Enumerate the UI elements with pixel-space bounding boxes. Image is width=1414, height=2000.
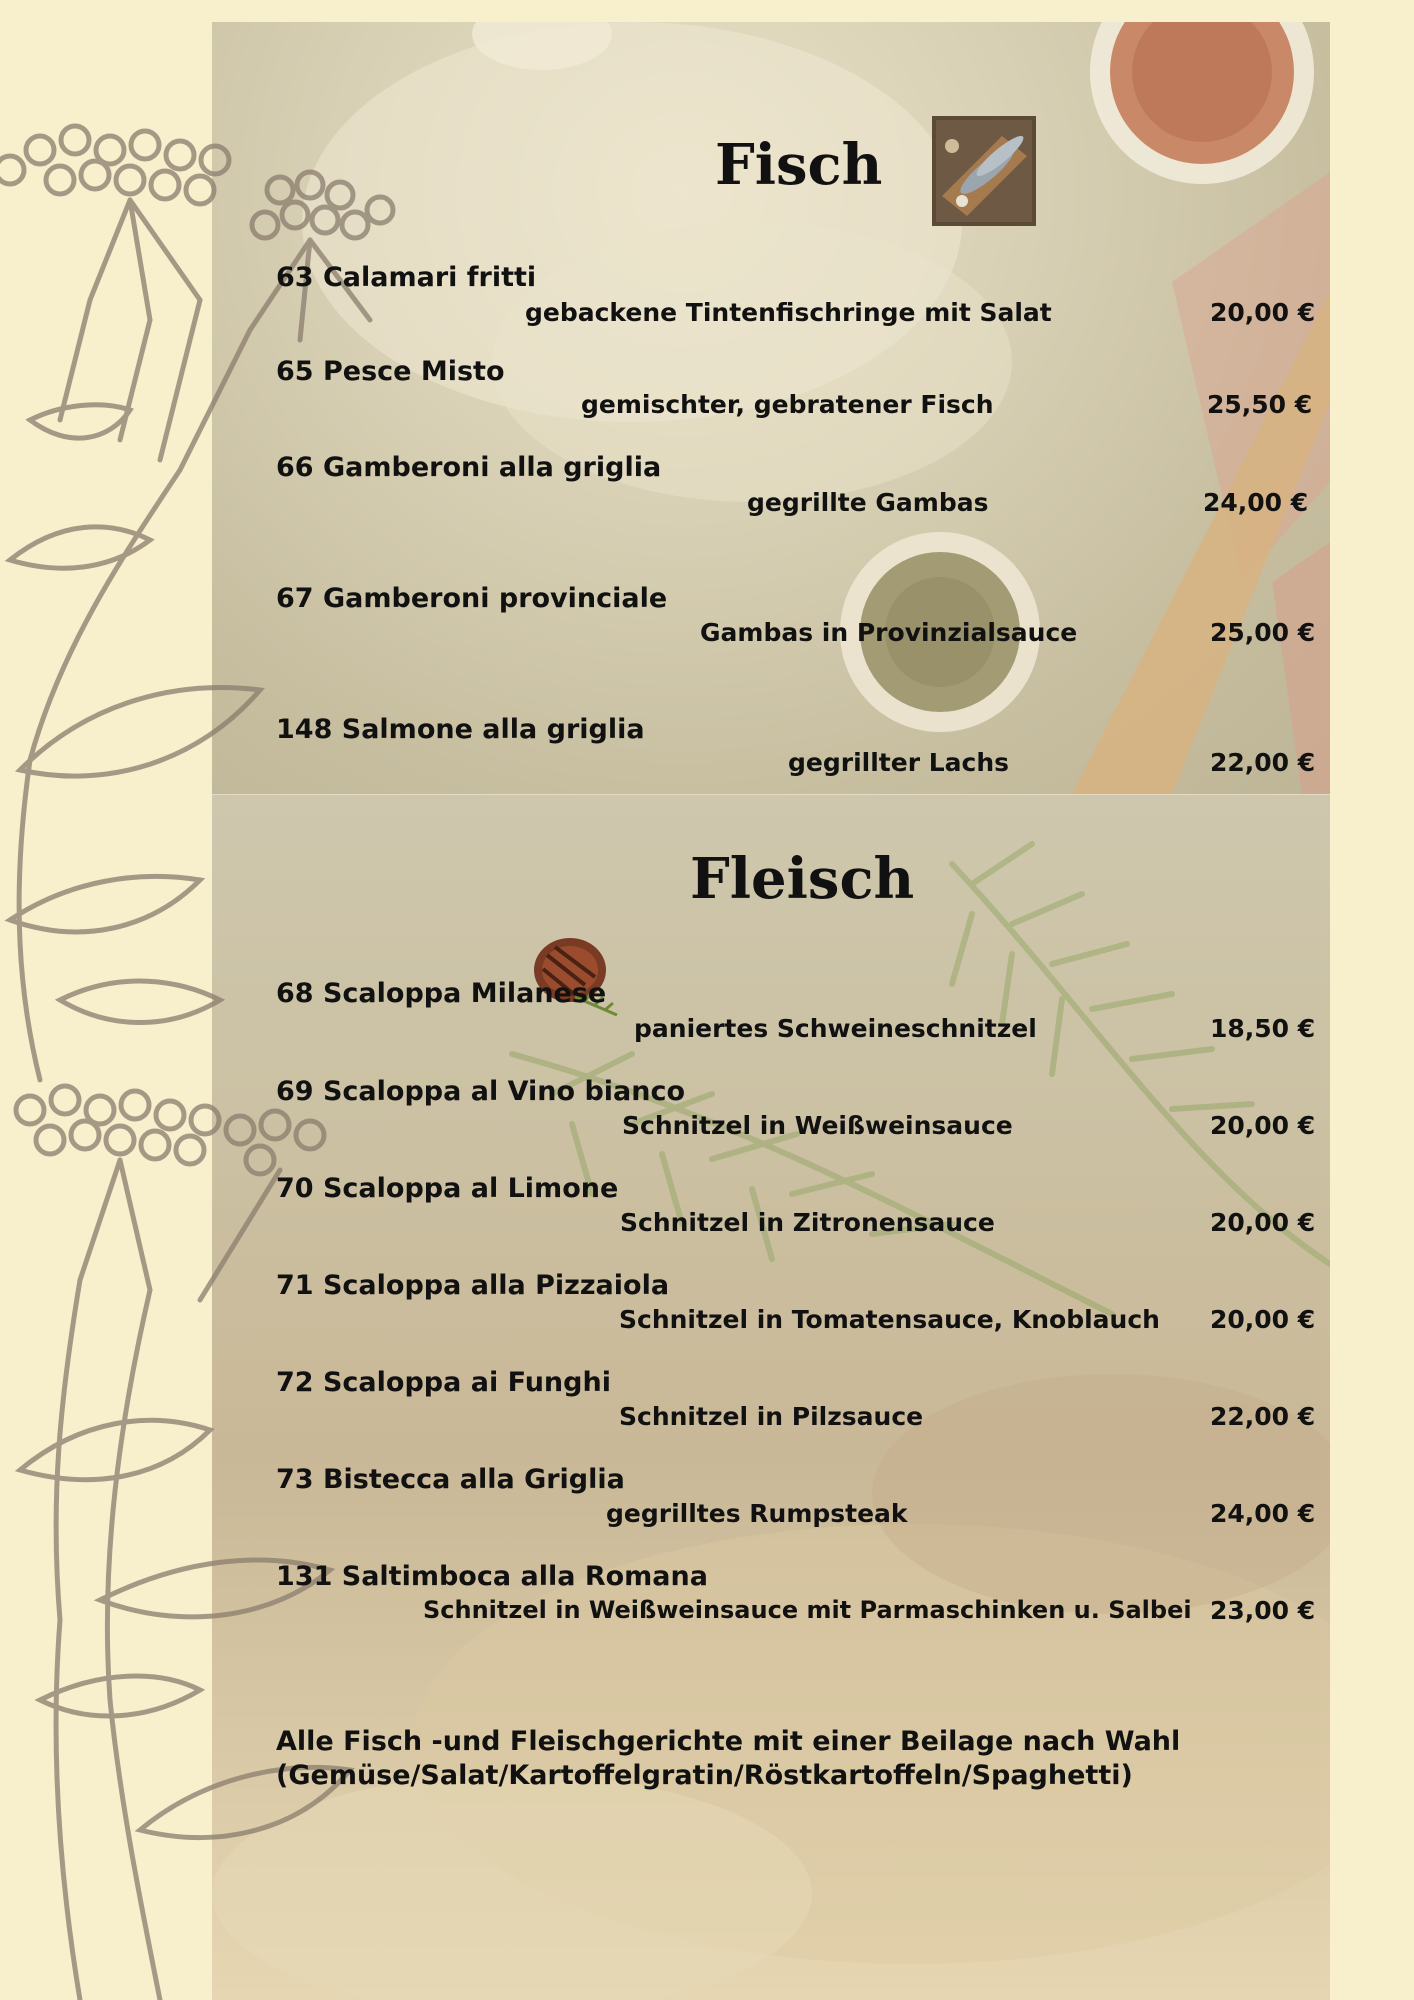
menu-item-name: 131 Saltimboca alla Romana — [276, 1561, 708, 1592]
menu-item-description: Schnitzel in Pilzsauce — [619, 1402, 924, 1431]
menu-item-description: gegrillter Lachs — [788, 748, 1010, 777]
menu-item-description: paniertes Schweineschnitzel — [634, 1014, 1037, 1043]
menu-item-description: Gambas in Provinzialsauce — [700, 618, 1078, 647]
menu-item-price: 25,00 € — [1210, 618, 1316, 647]
menu-item-price: 20,00 € — [1210, 1208, 1316, 1237]
menu-item-name: 71 Scaloppa alla Pizzaiola — [276, 1270, 670, 1301]
menu-item-name: 66 Gamberoni alla griglia — [276, 452, 662, 483]
menu-item-name: 70 Scaloppa al Limone — [276, 1173, 619, 1204]
menu-item-price: 20,00 € — [1210, 1305, 1316, 1334]
menu-item-description: gegrillte Gambas — [747, 488, 989, 517]
menu-item-price: 25,50 € — [1207, 390, 1313, 419]
menu-item-price: 18,50 € — [1210, 1014, 1316, 1043]
menu-item-name: 72 Scaloppa ai Funghi — [276, 1367, 611, 1398]
fleisch-heading: Fleisch — [690, 846, 915, 912]
menu-item-description: Schnitzel in Tomatensauce, Knoblauch — [619, 1305, 1160, 1334]
fisch-heading: Fisch — [715, 132, 883, 198]
menu-item-name: 65 Pesce Misto — [276, 356, 505, 387]
side-dish-options: (Gemüse/Salat/Kartoffelgratin/Röstkartoffeln/Spaghetti) — [276, 1760, 1133, 1791]
menu-item-description: Schnitzel in Weißweinsauce — [622, 1111, 1013, 1140]
menu-item-name: 69 Scaloppa al Vino bianco — [276, 1076, 686, 1107]
menu-item-price: 24,00 € — [1203, 488, 1309, 517]
menu-item-price: 20,00 € — [1210, 1111, 1316, 1140]
menu-item-name: 67 Gamberoni provinciale — [276, 583, 668, 614]
menu-item-name: 73 Bistecca alla Griglia — [276, 1464, 625, 1495]
menu-item-name: 148 Salmone alla griglia — [276, 714, 645, 745]
menu-item-description: Schnitzel in Zitronensauce — [620, 1208, 995, 1237]
menu-item-description: Schnitzel in Weißweinsauce mit Parmaschinken u. Salbei — [423, 1596, 1192, 1624]
fish-board-photo-icon — [932, 116, 1036, 226]
menu-item-price: 23,00 € — [1210, 1596, 1316, 1625]
menu-item-price: 20,00 € — [1210, 298, 1316, 327]
side-dish-note: Alle Fisch -und Fleischgerichte mit einer Beilage nach Wahl — [276, 1726, 1181, 1757]
menu-item-price: 24,00 € — [1210, 1499, 1316, 1528]
menu-item-description: gebackene Tintenfischringe mit Salat — [525, 298, 1052, 327]
menu-item-name: 68 Scaloppa Milanese — [276, 978, 607, 1009]
menu-item-description: gemischter, gebratener Fisch — [581, 390, 994, 419]
menu-item-price: 22,00 € — [1210, 1402, 1316, 1431]
menu-item-name: 63 Calamari fritti — [276, 262, 537, 293]
menu-item-price: 22,00 € — [1210, 748, 1316, 777]
menu-item-description: gegrilltes Rumpsteak — [606, 1499, 908, 1528]
